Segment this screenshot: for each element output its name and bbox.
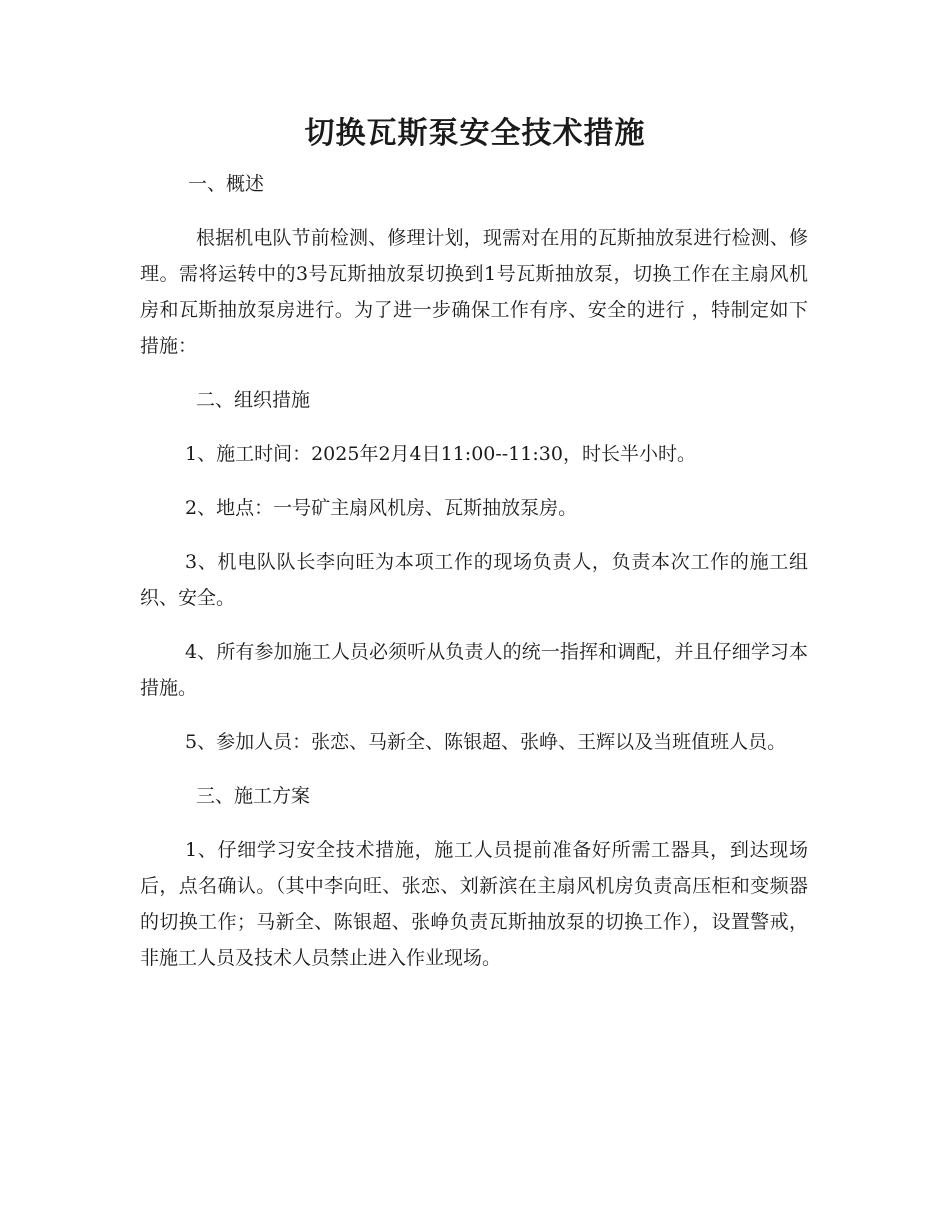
organization-item: 3、机电队队长李向旺为本项工作的现场负责人，负责本次工作的施工组织、安全。 xyxy=(140,551,808,609)
section-heading-construction-plan: 三、施工方案 xyxy=(196,785,311,807)
section-heading-overview: 一、概述 xyxy=(188,173,265,195)
organization-item: 5、参加人员：张恋、马新全、陈银超、张峥、王辉以及当班值班人员。 xyxy=(185,731,787,753)
construction-plan-item: 1、仔细学习安全技术措施，施工人员提前准备好所需工器具，到达现场后，点名确认。（其中李向旺、张恋、刘新滨在主扇风机房负责高压柜和变频器的切换工作；马新全、陈银超、张峥负责瓦斯抽放泵的切换工作），设置警戒，非施工人员及技术人员禁止进入作业现场。 xyxy=(140,839,808,969)
overview-paragraph: 根据机电队节前检测、修理计划，现需对在用的瓦斯抽放泵进行检测、修理。需将运转中的3号瓦斯抽放泵切换到1号瓦斯抽放泵，切换工作在主扇风机房和瓦斯抽放泵房进行。为了进一步确保工作有序、安全的进行 ，特制定如下措施： xyxy=(140,227,808,357)
organization-item: 4、所有参加施工人员必须听从负责人的统一指挥和调配，并且仔细学习本措施。 xyxy=(140,641,808,699)
organization-item: 2、地点：一号矿主扇风机房、瓦斯抽放泵房。 xyxy=(185,497,578,519)
document-title: 切换瓦斯泵安全技术措施 xyxy=(304,116,646,151)
section-heading-organization: 二、组织措施 xyxy=(196,389,311,411)
organization-item: 1、施工时间：2025年2月4日11:00--11:30，时长半小时。 xyxy=(185,443,696,465)
document-body xyxy=(140,166,808,994)
